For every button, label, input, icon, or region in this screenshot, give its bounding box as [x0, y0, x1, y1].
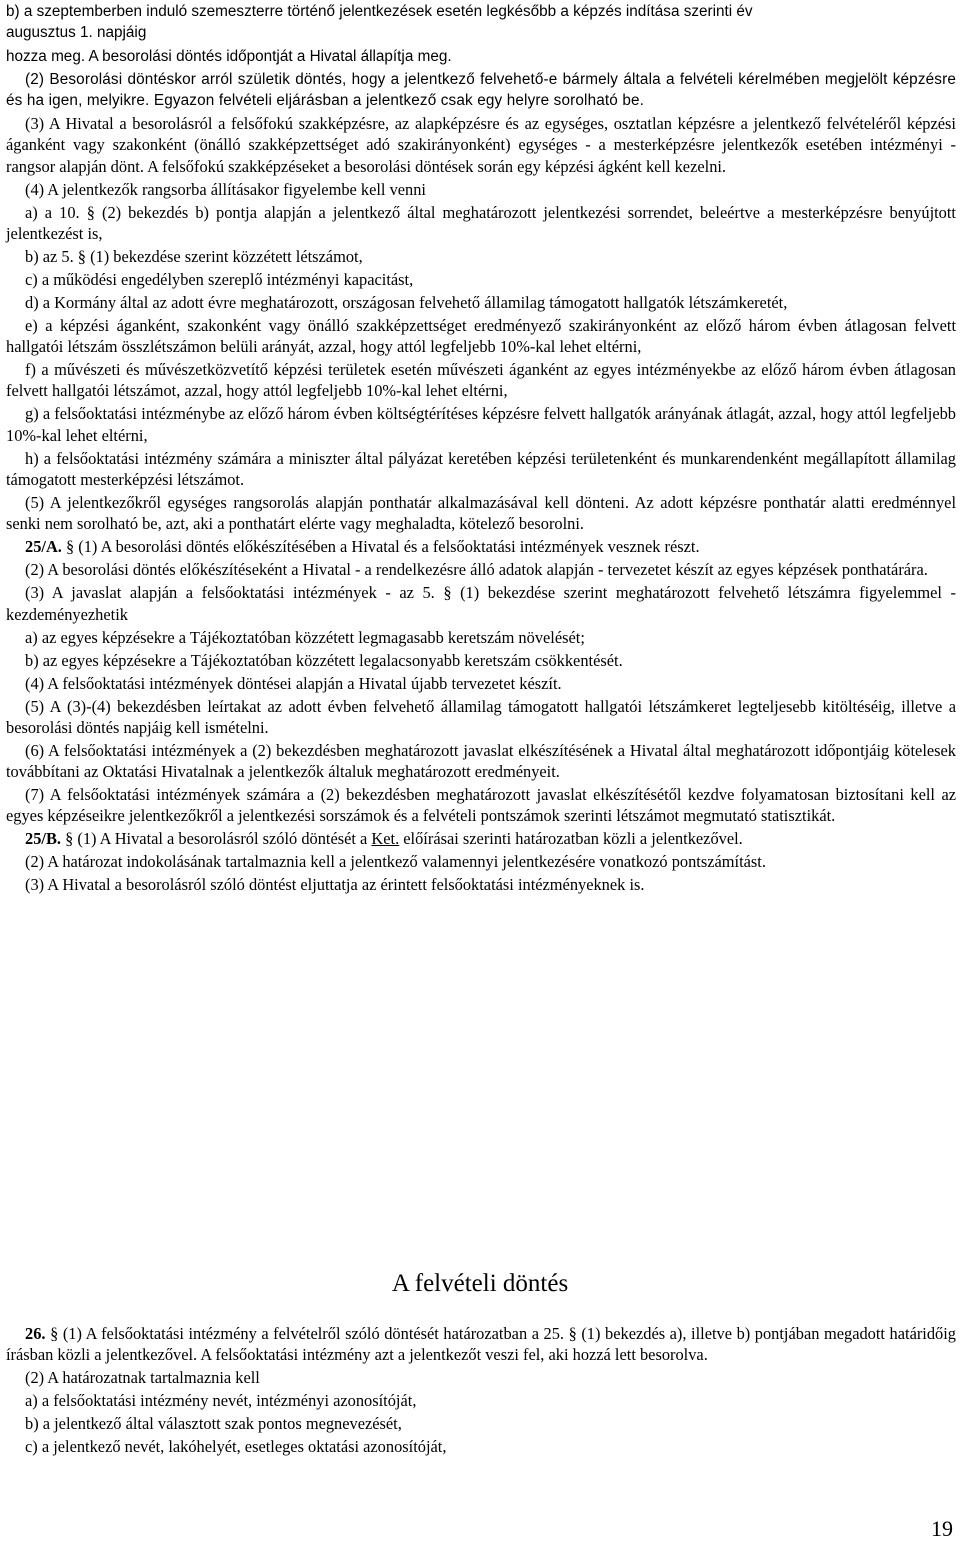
- list-item-26-c: c) a jelentkező nevét, lakóhelyét, esetleges oktatási azonosítóját,: [25, 1437, 447, 1457]
- list-item-d: d) a Kormány által az adott évre meghatározott, országosan felvehető államilag támogatott hallgatók létszámkeretét,: [25, 292, 788, 312]
- section-25a-text: § (1) A besorolási döntés előkészítésében a Hivatal és a felsőoktatási intézmények vesznek részt.: [61, 537, 700, 557]
- section-25a-number: 25/A.: [25, 537, 62, 557]
- classification-2-single-place: Egyazon felvételi eljárásban a jelentkező csak egy helyre sorolható be.: [149, 92, 645, 109]
- classification-2-text: (2) Besorolási döntéskor arról születik döntés, hogy a jelentkező felvehető-e bármely általa a felvételi kérelmében megjelölt képzésre és ha igen, melyikre.: [6, 70, 956, 109]
- paragraph-ranking-5: (5) A jelentkezőkről egységes rangsorolás alapján ponthatár alkalmazásával kell dönteni. Az adott képzésre ponthatár alatti eredménnyel senki nem sorolható be, azt, aki a ponthatárt elérte vagy meghaladta, kötelező besorolni.: [6, 493, 956, 534]
- section-26-text: § (1) A felsőoktatási intézmény a felvételről szóló döntését határozatban a 25. § (1) bekezdés a), illetve b) pontjában megadott határidőig írásban közli a jelentkezővel. A felsőoktatási intézmény azt a jelentkezőt veszi fel, aki hozzá lett besorolva.: [6, 1324, 956, 1365]
- deadline-b-line1: b) a szeptemberben induló szemeszterre történő jelentkezések esetén legkésőbb a képzés indítása szerinti év: [6, 3, 753, 20]
- paragraph-25a-7: (7) A felsőoktatási intézmények számára a (2) bekezdésben meghatározott javaslat elkészítésétől kezdve folyamatosan biztosítani kell az egyes képzéseikre jelentkezőkről a jelentkezési sorszámok és a felvételi pontszámok szerinti létszámot megmutató statisztikát.: [6, 785, 956, 826]
- list-item-h: h) a felsőoktatási intézmény számára a miniszter által pályázat keretében képzési területenként és munkarendenként megállapított államilag támogatott mesterképzési létszámot.: [6, 448, 956, 490]
- list-item-g: g) a felsőoktatási intézménybe az előző három évben költségtérítéses képzésre felvett hallgatók arányának átlagát, azzal, hogy attól legfeljebb 10%-kal lehet eltérni,: [6, 404, 956, 445]
- document-page-lower: [6, 1323, 956, 1459]
- section-25b-text-post: előírásai szerinti határozatban közli a jelentkezővel.: [399, 829, 743, 849]
- section-25b-number: 25/B.: [25, 829, 61, 849]
- section-heading: A felvételi döntés: [391, 1270, 569, 1297]
- paragraph-26-2: (2) A határozatnak tartalmaznia kell: [25, 1368, 260, 1388]
- paragraph-25a-2: (2) A besorolási döntés előkészítéseként a Hivatal - a rendelkezésre álló adatok alapján - tervezetet készít az egyes képzések ponthatárára.: [25, 560, 928, 580]
- paragraph-ranking-intro: (4) A jelentkezők rangsorba állításakor figyelembe kell venni: [25, 179, 426, 199]
- ket-link[interactable]: Ket.: [371, 829, 400, 849]
- list-item-25a-a: a) az egyes képzésekre a Tájékoztatóban közzétett legmagasabb keretszám növelését;: [25, 627, 585, 647]
- list-item-26-a: a) a felsőoktatási intézmény nevét, intézményi azonosítóját,: [25, 1391, 417, 1411]
- list-item-a: a) a 10. § (2) bekezdés b) pontja alapján a jelentkező által meghatározott jelentkezési sorrendet, beleértve a mesterképzésre benyújtott jelentkezést is,: [6, 202, 956, 243]
- section-26-number: 26.: [25, 1324, 46, 1343]
- list-item-26-b: b) a jelentkező által választott szak pontos megnevezését,: [25, 1414, 402, 1434]
- paragraph-25a-6: (6) A felsőoktatási intézmények a (2) bekezdésben meghatározott javaslat elkészítésének a Hivatal által meghatározott időpontjáig kötelesek továbbítani az Oktatási Hivatalnak a jelentkezők általuk meghatározott eredményeit.: [6, 740, 956, 782]
- list-item-c: c) a működési engedélyben szereplő intézményi kapacitást,: [25, 269, 414, 289]
- page-number: 19: [931, 1516, 953, 1541]
- section-25a: [6, 536, 956, 557]
- paragraph-deadline-b: [6, 1, 956, 44]
- section-25b-text-pre: § (1) A Hivatal a besorolásról szóló döntését a: [60, 829, 372, 849]
- list-item-b: b) az 5. § (1) bekezdése szerint közzétett létszámot,: [25, 246, 363, 266]
- paragraph-25a-3: (3) A javaslat alapján a felsőoktatási intézmények - az 5. § (1) bekezdése szerint meghatározott felvehető létszámra figyelemmel - kezdeményezhetik: [6, 583, 956, 624]
- paragraph-classification-3: (3) A Hivatal a besorolásról a felsőfokú szakképzésre, az alapképzésre és az egységes, osztatlan képzésre a jelentkező felvételéről képzési áganként vagy szakonként (önálló szakképzettséget adó szakirányonként) egységes - a mesterképzésre jelentkezők esetében intézményi - rangsor alapján dönt. A felsőfokú szakképzéseket a besorolási döntések során egy képzési ágként kell kezelni.: [6, 114, 956, 176]
- section-26: [6, 1323, 956, 1366]
- paragraph-decision-date: hozza meg. A besorolási döntés időpontját a Hivatal állapítja meg.: [6, 47, 452, 65]
- list-item-f: f) a művészeti és művészetközvetítő képzési területek esetén művészeti áganként az egyes intézményekbe az előző három évben átlagosan felvett hallgatói létszámot, azzal, hogy attól legfeljebb 10%-kal lehet eltérni,: [6, 360, 956, 401]
- paragraph-25b-3: (3) A Hivatal a besorolásról szóló döntést eljuttatja az érintett felsőoktatási intézményeknek is.: [25, 875, 645, 895]
- section-25b: [6, 828, 956, 849]
- list-item-e: e) a képzési áganként, szakonként vagy önálló szakképzettséget eredményező szakirányonként az előző három évben átlagosan felvett hallgatói létszám összlétszámon belüli arányát, azzal, hogy attól legfeljebb 10%-kal lehet eltérni,: [6, 315, 956, 357]
- list-item-25a-b: b) az egyes képzésekre a Tájékoztatóban közzétett legalacsonyabb keretszám csökkentését.: [25, 650, 623, 670]
- paragraph-25b-2: (2) A határozat indokolásának tartalmaznia kell a jelentkező valamennyi jelentkezésére vonatkozó pontszámítást.: [25, 852, 766, 872]
- paragraph-classification-2: [6, 69, 956, 112]
- document-page: [6, 0, 956, 897]
- deadline-b-line2: augusztus 1. napjáig: [6, 24, 147, 42]
- paragraph-25a-5: (5) A (3)-(4) bekezdésben leírtakat az adott évben felvehető államilag támogatott hallgatói létszámkeret legteljesebb kitöltéséig, illetve a besorolási döntés napjáig kell ismételni.: [6, 696, 956, 737]
- paragraph-25a-4: (4) A felsőoktatási intézmények döntései alapján a Hivatal újabb tervezetet készít.: [25, 673, 562, 693]
